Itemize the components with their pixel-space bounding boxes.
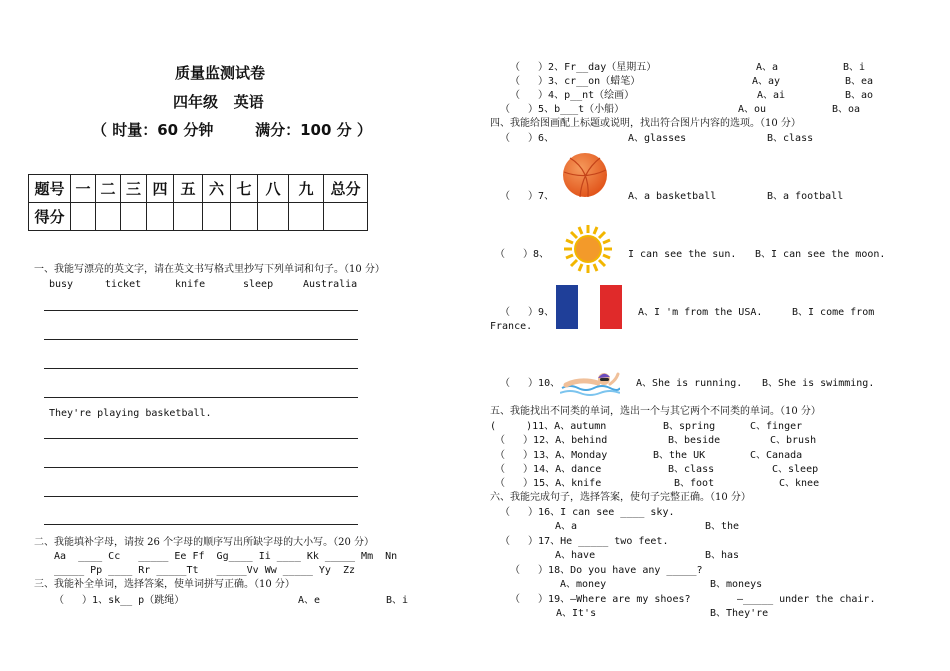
option-b[interactable]: B、i	[843, 62, 866, 73]
question-4[interactable]: （ ）4、p__nt（绘画）	[510, 90, 635, 101]
sun-icon	[563, 224, 613, 274]
writing-line[interactable]	[44, 339, 358, 340]
question-11[interactable]: ( )11、A、autumn	[490, 421, 607, 432]
score-header-cell: 五	[174, 175, 203, 203]
score-header-cell: 二	[96, 175, 121, 203]
option-b[interactable]: B、I can see the moon.	[755, 249, 886, 260]
exam-title: 质量监测试卷	[175, 64, 266, 82]
score-header-row	[29, 175, 368, 203]
question-3[interactable]: （ ）3、cr__on（蜡笔）	[510, 76, 641, 87]
option-b[interactable]: B、foot	[674, 478, 715, 489]
option-b[interactable]: B、class	[767, 133, 814, 144]
score-header-cell: 题号	[29, 175, 71, 203]
copy-sentence: They're playing basketball.	[49, 408, 212, 419]
option-c[interactable]: C、finger	[750, 421, 803, 432]
option-b[interactable]: B、oa	[832, 104, 861, 115]
option-c[interactable]: C、brush	[770, 435, 817, 446]
option-b[interactable]: B、class	[668, 464, 715, 475]
question-15[interactable]: （ ）15、A、knife	[495, 478, 602, 489]
option-b[interactable]: B、They're	[710, 608, 769, 619]
option-a[interactable]: A、a basketball	[628, 191, 717, 202]
option-a[interactable]: A、a	[555, 521, 578, 532]
question-19-reply: —_____ under the chair.	[737, 594, 876, 605]
score-header-cell: 六	[203, 175, 231, 203]
option-a[interactable]: I can see the sun.	[628, 249, 737, 260]
section1-heading: 一、我能写漂亮的英文字，请在英文书写格式里抄写下列单词和句子。（10 分）	[34, 264, 385, 275]
word-australia: Australia	[303, 279, 358, 290]
writing-line[interactable]	[44, 438, 358, 439]
word-sleep: sleep	[243, 279, 274, 290]
option-a[interactable]: A、She is running.	[636, 378, 743, 389]
score-header-cell: 九	[289, 175, 324, 203]
option-c[interactable]: C、knee	[779, 478, 820, 489]
option-a[interactable]: A、have	[555, 550, 596, 561]
question-6[interactable]: （ ）6、	[500, 133, 555, 144]
option-b[interactable]: B、the	[705, 521, 740, 532]
score-cell[interactable]	[258, 203, 289, 231]
question-12[interactable]: （ ）12、A、behind	[495, 435, 608, 446]
score-cell[interactable]	[71, 203, 96, 231]
writing-line[interactable]	[44, 467, 358, 468]
word-ticket: ticket	[105, 279, 142, 290]
word-knife: knife	[175, 279, 206, 290]
score-header-cell: 七	[231, 175, 258, 203]
option-b[interactable]: B、She is swimming.	[762, 378, 875, 389]
option-b-continued: France.	[490, 321, 533, 332]
score-header-cell: 四	[147, 175, 174, 203]
section5-heading: 五、我能找出不同类的单词，选出一个与其它两个不同类的单词。（10 分）	[490, 406, 821, 417]
question-5[interactable]: （ ）5、b___t（小船）	[500, 104, 625, 115]
score-row-label: 得分	[29, 203, 71, 231]
option-a[interactable]: A、ay	[752, 76, 781, 87]
option-b[interactable]: B、has	[705, 550, 740, 561]
option-a[interactable]: A、I 'm from the USA.	[638, 307, 763, 318]
question-10[interactable]: （ ）10、	[500, 378, 561, 389]
option-c[interactable]: C、Canada	[750, 450, 803, 461]
question-2[interactable]: （ ）2、Fr__day（星期五）	[510, 62, 657, 73]
option-a[interactable]: A、e	[298, 595, 321, 606]
option-b[interactable]: B、ao	[845, 90, 874, 101]
option-b[interactable]: B、I come from	[792, 307, 875, 318]
basketball-icon	[560, 150, 610, 200]
question-8[interactable]: （ ）8、	[495, 249, 550, 260]
question-1[interactable]: （ ）1、sk__ p（跳绳）	[54, 595, 185, 606]
option-b[interactable]: B、moneys	[710, 579, 763, 590]
question-9[interactable]: （ ）9、	[500, 307, 555, 318]
writing-line[interactable]	[44, 524, 358, 525]
writing-line[interactable]	[44, 496, 358, 497]
writing-line[interactable]	[44, 397, 358, 398]
score-cell[interactable]	[147, 203, 174, 231]
score-header-cell: 八	[258, 175, 289, 203]
option-b[interactable]: B、ea	[845, 76, 874, 87]
option-a[interactable]: A、a	[756, 62, 779, 73]
score-header-cell: 总分	[324, 175, 368, 203]
score-cell[interactable]	[174, 203, 203, 231]
swimmer-icon	[560, 368, 620, 398]
option-b[interactable]: B、a football	[767, 191, 844, 202]
exam-subtitle: 四年级 英语	[173, 93, 264, 111]
option-b[interactable]: B、spring	[663, 421, 716, 432]
score-header-cell: 三	[121, 175, 147, 203]
option-a[interactable]: A、money	[560, 579, 607, 590]
question-7[interactable]: （ ）7、	[500, 191, 555, 202]
alphabet-line-1[interactable]: Aa ____ Cc _____ Ee Ff Gg____ Ii ____ Kk _____ Mm Nn	[54, 551, 398, 562]
writing-line[interactable]	[44, 310, 358, 311]
alphabet-line-2[interactable]: _____ Pp ____ Rr _____Tt _____Vv Ww _____ Yy Zz	[54, 565, 356, 576]
score-cell[interactable]	[289, 203, 324, 231]
option-a[interactable]: A、ai	[757, 90, 786, 101]
score-cell[interactable]	[324, 203, 368, 231]
score-cell[interactable]	[203, 203, 231, 231]
option-a[interactable]: A、glasses	[628, 133, 687, 144]
score-cell[interactable]	[231, 203, 258, 231]
question-13[interactable]: （ ）13、A、Monday	[495, 450, 608, 461]
writing-line[interactable]	[44, 368, 358, 369]
france-flag-icon	[556, 285, 622, 329]
question-19[interactable]: （ ）19、—Where are my shoes?	[510, 594, 691, 605]
score-cell[interactable]	[96, 203, 121, 231]
question-16[interactable]: （ ）16、I can see ____ sky.	[500, 507, 675, 518]
question-18[interactable]: （ ）18、Do you have any _____?	[510, 565, 703, 576]
option-a[interactable]: A、ou	[738, 104, 767, 115]
score-cell[interactable]	[121, 203, 147, 231]
word-busy: busy	[49, 279, 74, 290]
exam-info: （ 时量：60 分钟 满分：100 分 ）	[92, 121, 372, 139]
section6-heading: 六、我能完成句子，选择答案，使句子完整正确。（10 分）	[490, 492, 751, 503]
question-17[interactable]: （ ）17、He _____ two feet.	[500, 536, 669, 547]
question-14[interactable]: （ ）14、A、dance	[495, 464, 602, 475]
option-a[interactable]: A、It's	[556, 608, 597, 619]
section2-heading: 二、我能填补字母，请按 26 个字母的顺序写出所缺字母的大小写。（20 分）	[34, 537, 374, 548]
option-b[interactable]: B、the UK	[653, 450, 706, 461]
score-header-cell: 一	[71, 175, 96, 203]
option-b[interactable]: B、i	[386, 595, 409, 606]
option-b[interactable]: B、beside	[668, 435, 721, 446]
option-c[interactable]: C、sleep	[772, 464, 819, 475]
section4-heading: 四、我能给图画配上标题或说明，找出符合图片内容的选项。（10 分）	[490, 118, 801, 129]
score-value-row	[29, 203, 368, 231]
score-table	[28, 174, 368, 231]
section3-heading: 三、我能补全单词，选择答案，使单词拼写正确。（10 分）	[34, 579, 295, 590]
